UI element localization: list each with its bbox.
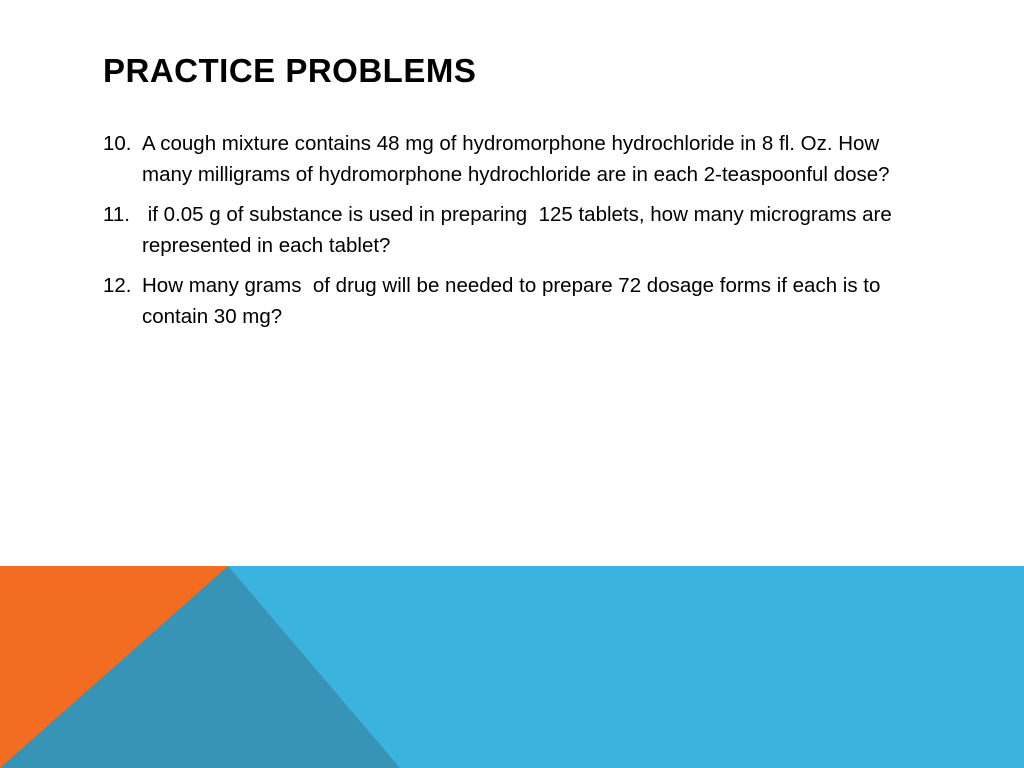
problem-item-11 <box>103 199 933 261</box>
problem-text: How many grams of drug will be needed to prepare 72 dosage forms if each is to contain 30 mg? <box>142 274 887 328</box>
decorative-footer <box>0 566 1024 768</box>
slide-title: PRACTICE PROBLEMS <box>103 52 477 89</box>
problem-number: 10. <box>103 132 132 155</box>
problem-item-10 <box>103 128 933 190</box>
problem-item-12 <box>103 270 933 332</box>
problem-number: 11. <box>103 203 130 226</box>
problem-list <box>103 128 933 341</box>
problem-number: 12. <box>103 274 132 297</box>
problem-text: A cough mixture contains 48 mg of hydromorphone hydrochloride in 8 fl. Oz. How many milligrams of hydromorphone hydrochloride are in each 2-teaspoonful dose? <box>142 132 890 186</box>
problem-text: if 0.05 g of substance is used in preparing 125 tablets, how many micrograms are represented in each tablet? <box>142 203 898 257</box>
